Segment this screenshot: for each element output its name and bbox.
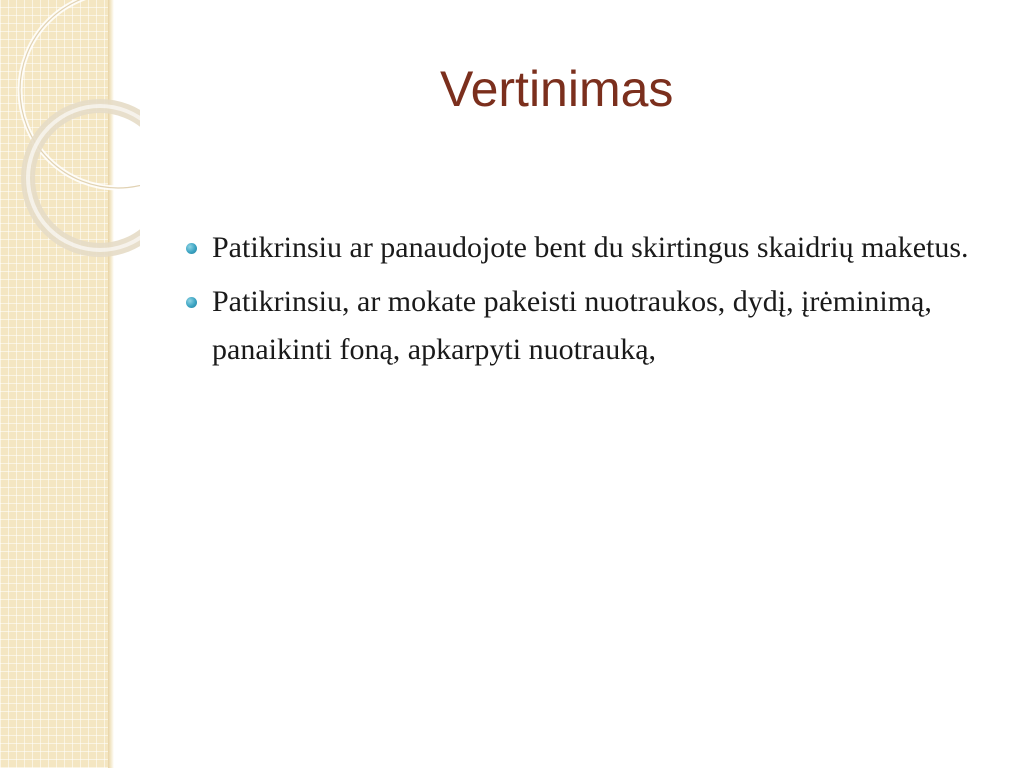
bullet-item xyxy=(180,224,1000,272)
bullet-text: Patikrinsiu, ar mokate pakeisti nuotraukos, dydį, įrėminimą, panaikinti foną, apkarpyti nuotrauką, xyxy=(212,285,932,366)
round-bullet-icon xyxy=(186,243,197,254)
bullet-list xyxy=(180,224,1000,380)
slide-title: Vertinimas xyxy=(440,61,674,117)
bullet-item xyxy=(180,278,1000,374)
ring-ornament-icon xyxy=(0,0,140,260)
round-bullet-icon xyxy=(186,297,197,308)
bullet-text: Patikrinsiu ar panaudojote bent du skirtingus skaidrių maketus. xyxy=(212,231,969,264)
